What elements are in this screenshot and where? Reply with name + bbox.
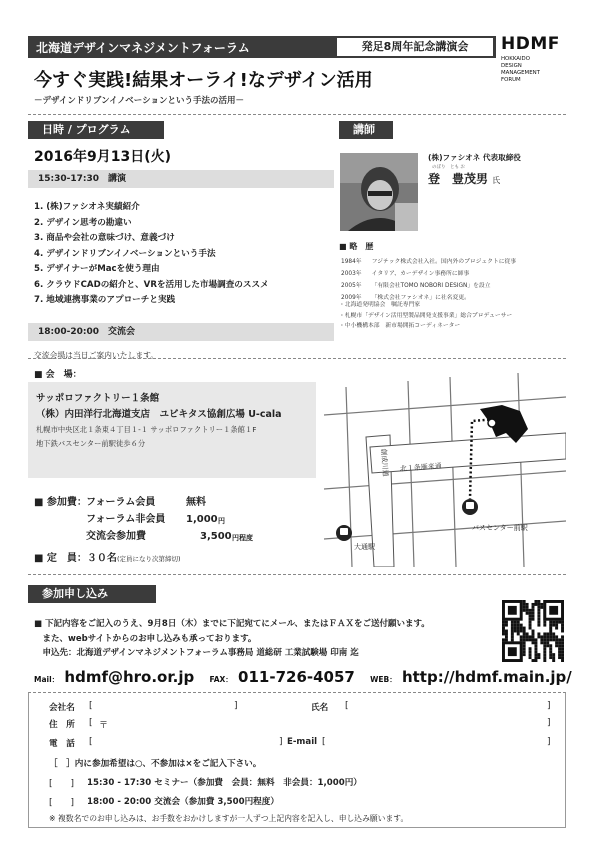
bracket-close: ] (547, 701, 551, 711)
bracket-close: ] (547, 718, 551, 728)
venue-address: 札幌市中央区北１条東４丁目１-１ サッポロファクトリー１条館１F (36, 425, 257, 434)
schedule-header: 日時 / プログラム (28, 121, 164, 139)
form-company-label: 会社名 (49, 703, 75, 713)
career-table (339, 255, 526, 305)
map-label-street: 北１条雁来通 (399, 462, 443, 473)
fee-row (34, 528, 253, 545)
map-label-station-a: 大通駅 (354, 543, 375, 551)
bracket-close: ] (279, 737, 283, 747)
form-address-label: 住 所 (49, 720, 75, 730)
table-row (341, 269, 524, 279)
list-item: ・札幌市「デザイン活用型製品開発支援事業」総合プロデューサー (339, 312, 513, 319)
form-phone-label: 電 話 (49, 739, 75, 749)
speaker-honorific: 氏 (492, 176, 501, 185)
capacity-note: (定員になり次第締切) (116, 555, 181, 563)
option-networking: 18:00 - 20:00 交流会（参加費 3,500円程度） (87, 797, 279, 807)
web-label: WEB： (370, 675, 397, 684)
logo-line: HOKKAIDO (501, 56, 530, 62)
fee-label: ■ 参加費： (34, 497, 87, 508)
networking-note: 交流会場は当日ご案内いたします。 (34, 351, 159, 360)
networking-time-bar: 18:00-20:00 交流会 (28, 323, 334, 341)
fee-amount: 3,500 (200, 531, 232, 542)
header-bar (28, 36, 496, 58)
speaker-roles (339, 300, 512, 332)
bracket-open: [ (345, 701, 349, 711)
list-item: 7. 地域連携事業のアプローチと実践 (34, 295, 176, 305)
postal-mark: 〒 (99, 721, 109, 731)
venue-room: （株）内田洋行北海道支店 ユビキタス協創広場 U-cala (36, 409, 282, 420)
list-item: ・中小機構本部 新市場開拓コーディネーター (339, 323, 461, 329)
venue-header: ■ 会 場： (34, 370, 82, 380)
career-text: 「有限会社TOMO NOBORI DESIGN」を設立 (371, 283, 491, 289)
speaker-name (428, 170, 500, 187)
checkbox-seminar[interactable]: [ ] (49, 779, 75, 789)
fee-amount: 無料 (186, 497, 206, 508)
list-item: 2. デザイン思考の勘違い (34, 217, 132, 228)
fax-number: 011-726-4057 (238, 668, 355, 686)
list-item: 4. デザインドリブンイノベーションという手法 (34, 248, 216, 259)
qr-code-icon[interactable] (502, 600, 564, 662)
apply-header: 参加申し込み (28, 585, 156, 603)
table-row (341, 257, 524, 267)
checkbox-networking[interactable]: [ ] (49, 798, 75, 808)
contact-line (34, 668, 572, 686)
logo-line: FORUM (501, 77, 521, 83)
event-date: 2016年9月13日(火) (34, 149, 171, 165)
form-name-label: 氏名 (311, 703, 329, 713)
venue-name: サッポロファクトリー１条館 (36, 393, 160, 404)
speaker-photo (340, 153, 418, 231)
form-instruction: ［ ］内に参加希望は○、不参加は×をご記入下さい。 (49, 759, 262, 769)
mail-link[interactable]: hdmf@hro.or.jp (64, 668, 195, 686)
career-text: フジテック株式会社入社。国内外のプロジェクトに従事 (371, 259, 517, 265)
career-year: 2005年 (341, 283, 362, 289)
career-text: イタリア、カーデザイン事務所に師事 (371, 271, 470, 277)
bracket-open: [ (322, 737, 326, 747)
fee-unit: 円程度 (232, 534, 253, 542)
table-row (341, 281, 524, 291)
apply-line: 申込先：北海道デザインマネジメントフォーラム事務局 道総研 工業試験場 印南 迄 (34, 648, 359, 658)
lecture-time-bar: 15:30-17:30 講演 (28, 170, 334, 188)
logo-mark: HDMF (501, 34, 560, 54)
apply-line: ■ 下記内容をご記入のうえ、9月8日（木）までに下記宛てにメール、またはＦＡＸをご送付願います。 (34, 619, 430, 629)
application-form (28, 692, 566, 828)
logo-text (501, 56, 571, 84)
apply-instructions (34, 617, 430, 661)
fee-block (34, 494, 253, 545)
event-label: 発足8周年記念講演会 (337, 38, 493, 56)
speaker-name-text: 登 豊茂男 (428, 172, 489, 186)
list-item: 1. (株)ファシオネ実績紹介 (34, 202, 140, 212)
bracket-close: ] (234, 701, 238, 711)
fee-row (34, 494, 206, 511)
fee-amount: 1,000 (186, 514, 218, 525)
fax-label: FAX： (209, 675, 233, 684)
career-text: 「株式会社ファシオネ」に社名変更。 (371, 295, 470, 301)
speaker-company: (株)ファシオネ 代表取締役 (428, 153, 521, 162)
logo-line: DESIGN (501, 63, 522, 69)
bracket-open: [ (89, 718, 93, 728)
org-name: 北海道デザインマネジメントフォーラム (36, 41, 250, 55)
list-item: 3. 商品や会社の意味づけ、意義づけ (34, 233, 175, 243)
page-subtitle: －デザインドリブンイノベーションという手法の活用－ (34, 96, 244, 106)
fee-name: フォーラム会員 (86, 497, 156, 508)
career-year: 1984年 (341, 259, 362, 265)
page-title: 今すぐ実践!結果オーライ!なデザイン活用 (34, 70, 373, 91)
bracket-close: ] (547, 737, 551, 747)
capacity (34, 549, 181, 564)
form-email-label: E-mail (287, 737, 318, 747)
bracket-open: [ (89, 701, 93, 711)
career-header: ■ 略 歴 (339, 242, 374, 251)
venue-access: 地下鉄バスセンター前駅徒歩６分 (36, 439, 146, 448)
program-list (34, 200, 334, 309)
capacity-text: ■ 定 員：３０名 (34, 553, 117, 564)
fee-unit: 円 (218, 517, 225, 525)
venue-map (320, 367, 566, 567)
career-year: 2003年 (341, 271, 362, 277)
apply-line: また、webサイトからのお申し込みも承っております。 (34, 633, 257, 644)
logo-line: MANAGEMENT (501, 70, 540, 76)
divider (28, 358, 566, 359)
divider (28, 114, 566, 115)
divider (28, 574, 566, 575)
bracket-open: [ (89, 737, 93, 747)
fee-name: フォーラム非会員 (86, 514, 166, 525)
speaker-header: 講師 (339, 121, 393, 139)
mail-label: Mail： (34, 675, 60, 684)
map-label-station-b: バスセンター前駅 (472, 524, 528, 532)
form-note: ※ 複数名でのお申し込みは、お手数をおかけしますが一人ずつ上記内容を記入し、申し込み願います。 (49, 814, 409, 823)
fee-row (34, 511, 225, 528)
web-link[interactable]: http://hdmf.main.jp/ (401, 668, 572, 686)
venue-box (28, 382, 316, 478)
list-item: 5. デザイナーがMacを使う理由 (34, 264, 160, 274)
list-item: ・北海道発明協会 嘱託専門家 (339, 302, 421, 308)
speaker-name-ruby: のぼり とも お (432, 165, 465, 170)
map-label-river: 創成川通 (379, 448, 390, 477)
list-item: 6. クラウドCADの紹介と、VRを活用した市場調査のススメ (34, 279, 269, 290)
fee-name: 交流会参加費 (86, 531, 146, 542)
career-year: 2009年 (341, 295, 362, 301)
option-seminar: 15:30 - 17:30 セミナー（参加費 会員：無料 非会員：1,000円） (87, 778, 362, 788)
hdmf-logo (501, 34, 571, 84)
